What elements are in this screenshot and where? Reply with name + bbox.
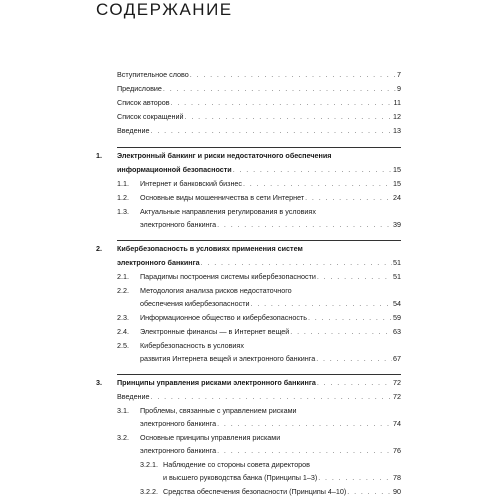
dot-leader	[290, 327, 392, 336]
toc-entry-3-2[interactable]	[117, 433, 280, 442]
chapter-title[interactable]: Электронный банкинг и риски недостаточного обеспечения	[117, 151, 332, 160]
entry-page: 39	[393, 220, 401, 229]
dot-leader	[151, 392, 392, 401]
entry-page: 63	[393, 327, 401, 336]
toc-entry-2-2[interactable]	[117, 286, 292, 295]
entry-number: 2.2.	[117, 286, 129, 295]
entry-number: 2.1.	[117, 272, 129, 281]
entry-number: 2.4.	[117, 327, 129, 336]
entry-label: Список сокращений	[117, 112, 184, 121]
entry-page: 59	[393, 313, 401, 322]
entry-label: Информационное общество и кибербезопасность	[140, 313, 307, 322]
entry-label: Наблюдение со стороны совета директоров	[163, 460, 310, 469]
toc-entry-abbreviations[interactable]	[117, 112, 401, 121]
dot-leader	[217, 446, 392, 455]
chapter-number: 2.	[96, 244, 102, 253]
toc-entry-1-1[interactable]	[117, 179, 401, 188]
toc-entry-preface[interactable]	[117, 84, 401, 93]
entry-page: 15	[393, 179, 401, 188]
entry-label: электронного банкинга	[117, 258, 200, 267]
entry-number: 1.1.	[117, 179, 129, 188]
chapter-number: 1.	[96, 151, 102, 160]
entry-label: Электронные финансы — в Интернет вещей	[140, 327, 290, 336]
dot-leader	[251, 299, 392, 308]
entry-page: 11	[393, 98, 401, 107]
toc-entry-1-2[interactable]	[117, 193, 401, 202]
entry-page: 24	[393, 193, 401, 202]
entry-page: 13	[393, 126, 401, 135]
dot-leader	[308, 313, 392, 322]
dot-leader	[243, 179, 392, 188]
dot-leader	[347, 487, 392, 496]
dot-leader	[316, 354, 392, 363]
chapter-divider	[117, 374, 401, 375]
dot-leader	[171, 98, 393, 107]
dot-leader	[317, 378, 392, 387]
entry-page: 90	[393, 487, 401, 496]
chapter-title-line[interactable]	[117, 378, 401, 387]
toc-entry-1-3[interactable]	[117, 207, 316, 216]
toc-entry-1-3-cont[interactable]	[140, 220, 401, 229]
toc-entry-3-2-2[interactable]	[140, 487, 401, 496]
entry-label: Кибербезопасность в условиях	[140, 341, 244, 350]
chapter-title-line[interactable]	[117, 165, 401, 174]
entry-label: Проблемы, связанные с управлением рисками	[140, 406, 297, 415]
entry-label: Введение	[117, 392, 150, 401]
dot-leader	[217, 419, 392, 428]
entry-number: 3.2.	[117, 433, 129, 442]
dot-leader	[305, 193, 392, 202]
entry-label: обеспечения кибербезопасности	[140, 299, 250, 308]
entry-label: Интернет и банковский бизнес	[140, 179, 242, 188]
entry-label: электронного банкинга	[140, 446, 217, 455]
entry-page: 15	[393, 165, 401, 174]
entry-page: 74	[393, 419, 401, 428]
entry-number: 1.2.	[117, 193, 129, 202]
toc-entry-3-2-cont[interactable]	[140, 446, 401, 455]
entry-label: электронного банкинга	[140, 220, 217, 229]
toc-entry-introduction[interactable]	[117, 126, 401, 135]
entry-page: 67	[393, 354, 401, 363]
dot-leader	[190, 70, 396, 79]
toc-entry-foreword[interactable]	[117, 70, 401, 79]
page-title: СОДЕРЖАНИЕ	[96, 0, 233, 19]
chapter-title-line[interactable]	[117, 258, 401, 267]
toc-entry-3-1[interactable]	[117, 406, 297, 415]
entry-page: 54	[393, 299, 401, 308]
toc-entry-3-1-cont[interactable]	[140, 419, 401, 428]
entry-label: Вступительное слово	[117, 70, 189, 79]
toc-entry-3-2-1[interactable]	[140, 460, 310, 469]
entry-page: 51	[393, 272, 401, 281]
toc-entry-authors[interactable]	[117, 98, 401, 107]
toc-entry-2-2-cont[interactable]	[140, 299, 401, 308]
entry-number: 1.3.	[117, 207, 129, 216]
dot-leader	[217, 220, 392, 229]
entry-page: 78	[393, 473, 401, 482]
entry-page: 76	[393, 446, 401, 455]
toc-entry-2-3[interactable]	[117, 313, 401, 322]
dot-leader	[317, 272, 392, 281]
entry-page: 72	[393, 392, 401, 401]
entry-label: Основные принципы управления рисками	[140, 433, 281, 442]
entry-label: и высшего руководства банка (Принципы 1–3)	[163, 473, 318, 482]
entry-number: 3.1.	[117, 406, 129, 415]
dot-leader	[318, 473, 392, 482]
toc-entry-3-2-1-cont[interactable]	[163, 473, 401, 482]
entry-label: Введение	[117, 126, 150, 135]
entry-page: 72	[393, 378, 401, 387]
entry-page: 9	[397, 84, 401, 93]
entry-page: 12	[393, 112, 401, 121]
dot-leader	[233, 165, 392, 174]
toc-entry-2-1[interactable]	[117, 272, 401, 281]
entry-label: Методология анализа рисков недостаточного	[140, 286, 292, 295]
chapter-divider	[117, 147, 401, 148]
chapter-title[interactable]: Кибербезопасность в условиях применения систем	[117, 244, 303, 253]
entry-number: 2.5.	[117, 341, 129, 350]
chapter-number: 3.	[96, 378, 102, 387]
toc-entry-3-intro[interactable]	[117, 392, 401, 401]
entry-page: 51	[393, 258, 401, 267]
dot-leader	[201, 258, 392, 267]
entry-label: электронного банкинга	[140, 419, 217, 428]
toc-entry-2-5-cont[interactable]	[140, 354, 401, 363]
entry-number: 3.2.2.	[140, 487, 158, 496]
entry-label: Парадигмы построения системы кибербезопасности	[140, 272, 316, 281]
entry-label: Список авторов	[117, 98, 170, 107]
dot-leader	[163, 84, 396, 93]
dot-leader	[151, 126, 392, 135]
chapter-divider	[117, 240, 401, 241]
entry-number: 3.2.1.	[140, 460, 158, 469]
entry-label: Предисловие	[117, 84, 162, 93]
entry-label: Основные виды мошенничества в сети Интернет	[140, 193, 305, 202]
entry-label: развития Интернета вещей и электронного банкинга	[140, 354, 316, 363]
toc-entry-2-5[interactable]	[117, 341, 244, 350]
entry-label: Принципы управления рисками электронного банкинга	[117, 378, 316, 387]
toc-entry-2-4[interactable]	[117, 327, 401, 336]
dot-leader	[185, 112, 392, 121]
entry-label: Средства обеспечения безопасности (Принципы 4–10)	[163, 487, 347, 496]
entry-label: Актуальные направления регулирования в условиях	[140, 207, 316, 216]
entry-label: информационной безопасности	[117, 165, 232, 174]
entry-page: 7	[397, 70, 401, 79]
entry-number: 2.3.	[117, 313, 129, 322]
